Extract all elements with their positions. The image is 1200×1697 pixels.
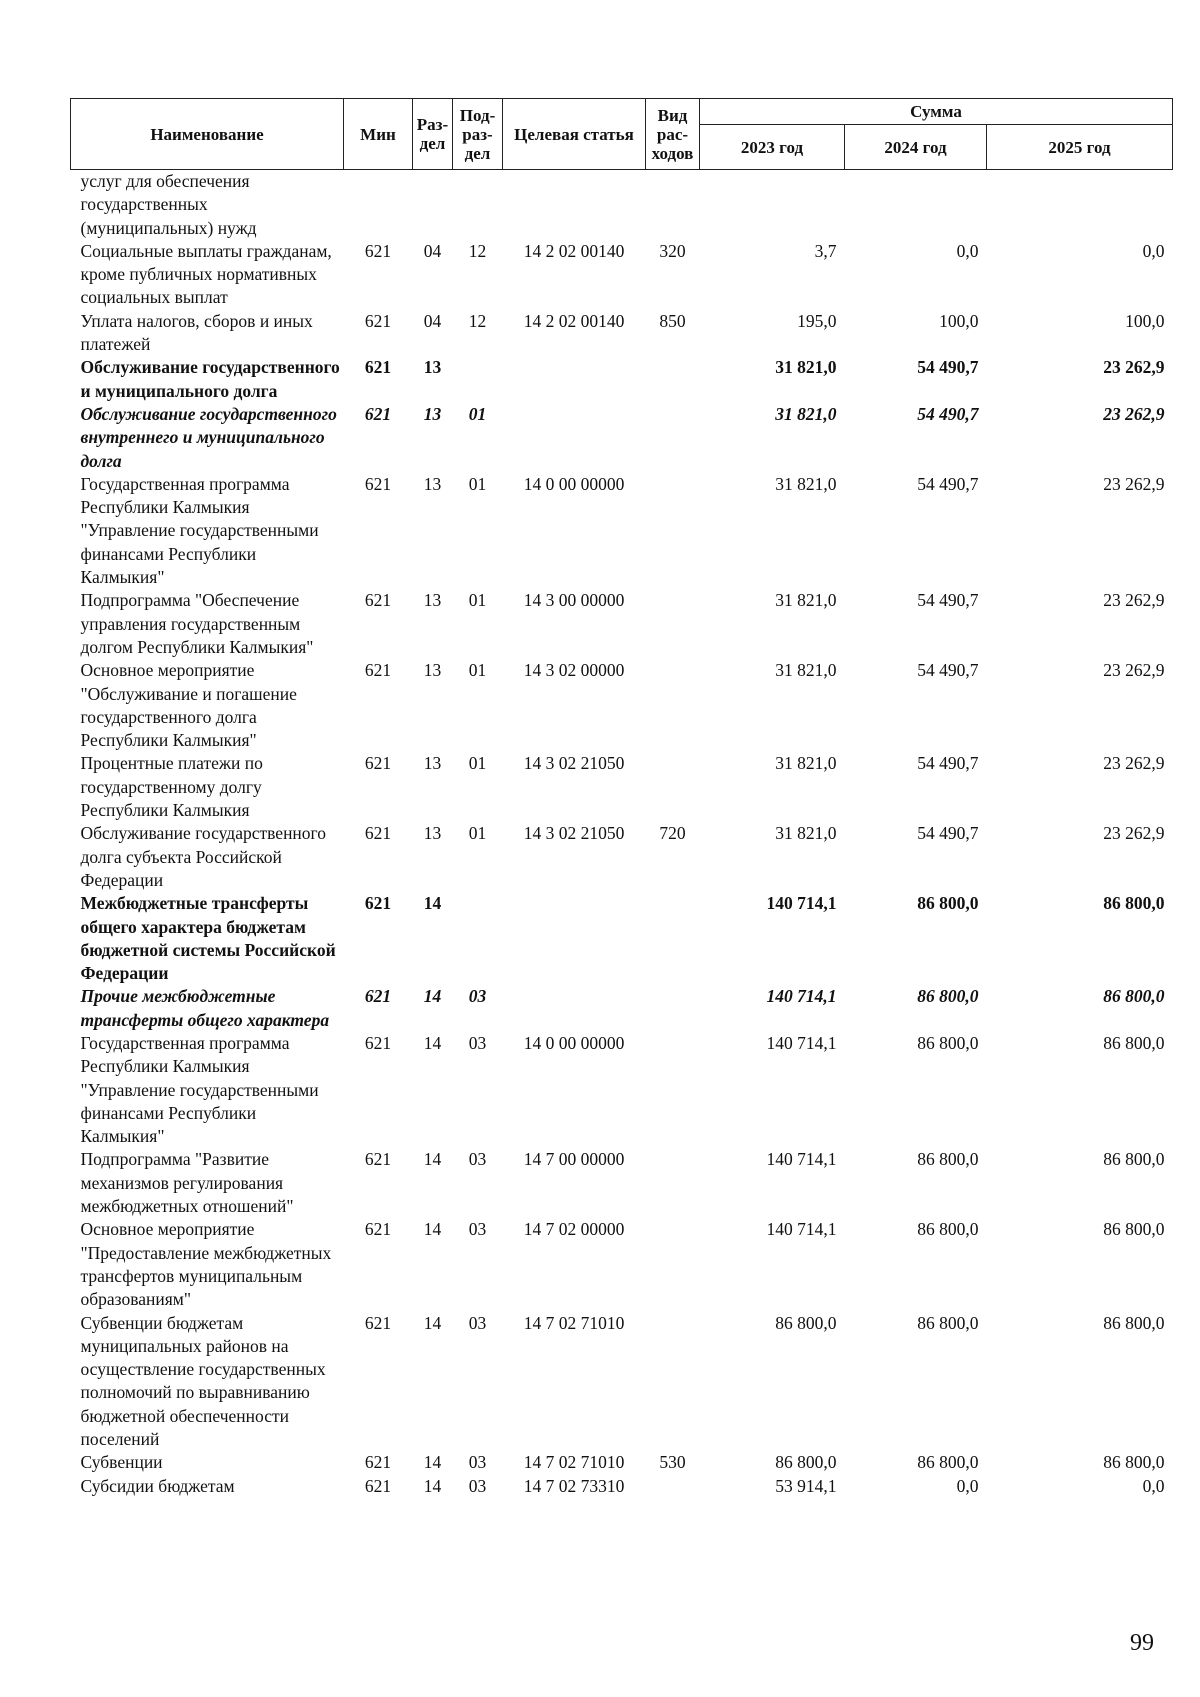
cell-podrazdel: 12: [468, 240, 487, 261]
cell-vid: [646, 589, 700, 659]
page-number: 99: [1130, 1630, 1154, 1656]
cell-sum-2025: 86 800,0: [1103, 1149, 1165, 1170]
cell-sum-2025: 86 800,0: [1103, 1452, 1165, 1473]
cell-sum-2023: 3,7: [814, 240, 837, 261]
cell-target: 14 7 02 71010: [523, 1452, 625, 1473]
cell-name: Межбюджетные трансферты общего характера бюджетам бюджетной системы Российской Федерации: [80, 893, 336, 984]
cell-sum-2024: 54 490,7: [917, 823, 979, 844]
cell-podrazdel: 01: [468, 473, 487, 494]
cell-target: 14 3 00 00000: [523, 590, 625, 611]
cell-sum-2024: 54 490,7: [917, 590, 979, 611]
cell-target: [503, 403, 646, 473]
table-row: [71, 822, 1173, 892]
cell-sum-2023: 31 821,0: [775, 823, 837, 844]
cell-razdel: 13: [423, 660, 442, 681]
header-name: Наименование: [71, 99, 344, 170]
cell-vid: 320: [659, 240, 686, 261]
cell-min: 621: [364, 1312, 392, 1333]
cell-vid: [646, 1312, 700, 1452]
cell-vid: [646, 403, 700, 473]
cell-podrazdel: 03: [468, 1149, 487, 1170]
cell-sum-2024: 86 800,0: [917, 1452, 979, 1473]
cell-razdel: 14: [423, 986, 442, 1007]
cell-sum-2025: 23 262,9: [1103, 823, 1165, 844]
cell-podrazdel: [453, 170, 503, 240]
cell-sum-2025: 23 262,9: [1103, 357, 1165, 378]
cell-min: 621: [364, 660, 392, 681]
cell-target: 14 7 02 71010: [523, 1312, 625, 1333]
header-min: Мин: [344, 99, 413, 170]
cell-sum-2024: 100,0: [939, 310, 979, 331]
cell-sum-2025: 86 800,0: [1103, 893, 1165, 914]
table-row: [71, 403, 1173, 473]
table-row: [71, 1148, 1173, 1218]
cell-name: Обслуживание государственного внутреннего и муниципального долга: [80, 403, 337, 471]
header-vid: Вид рас-ходов: [646, 99, 700, 170]
cell-name: Прочие межбюджетные трансферты общего характера: [80, 986, 330, 1030]
header-sum: Сумма: [700, 99, 1173, 125]
cell-vid: [646, 892, 700, 985]
cell-sum-2023: 31 821,0: [775, 403, 837, 424]
cell-razdel: 13: [423, 590, 442, 611]
cell-podrazdel: 03: [468, 1219, 487, 1240]
cell-vid: 850: [659, 310, 686, 331]
cell-min: 621: [364, 1475, 392, 1496]
cell-name: Процентные платежи по государственному долгу Республики Калмыкия: [80, 753, 263, 821]
cell-target: [503, 985, 646, 1032]
cell-sum-2024: 86 800,0: [917, 1219, 979, 1240]
cell-min: 621: [364, 1149, 392, 1170]
cell-razdel: 14: [423, 1149, 442, 1170]
budget-table: [70, 98, 1173, 1498]
cell-name: Социальные выплаты гражданам, кроме публичных нормативных социальных выплат: [80, 240, 332, 308]
cell-sum-2025: 23 262,9: [1103, 590, 1165, 611]
cell-min: 621: [364, 823, 392, 844]
cell-sum-2023: 195,0: [797, 310, 837, 331]
table-row: [71, 170, 1173, 240]
table-row: [71, 240, 1173, 310]
cell-razdel: 14: [423, 1032, 442, 1053]
cell-target: 14 3 02 21050: [523, 753, 625, 774]
cell-sum-2025: 23 262,9: [1103, 753, 1165, 774]
cell-sum-2023: 31 821,0: [775, 590, 837, 611]
cell-sum-2024: 54 490,7: [917, 403, 979, 424]
table-row: [71, 310, 1173, 357]
cell-podrazdel: 01: [468, 590, 487, 611]
cell-sum-2024: 54 490,7: [917, 753, 979, 774]
cell-sum-2025: 23 262,9: [1103, 660, 1165, 681]
cell-razdel: 14: [423, 1312, 442, 1333]
cell-target: [503, 356, 646, 403]
cell-sum-2023: 140 714,1: [766, 1219, 837, 1240]
cell-sum-2025: 23 262,9: [1103, 403, 1165, 424]
cell-vid: [646, 752, 700, 822]
cell-podrazdel: 03: [468, 986, 487, 1007]
header-podrazdel: Под-раз-дел: [453, 99, 503, 170]
cell-sum-2024: 0,0: [956, 240, 979, 261]
cell-sum-2024: 86 800,0: [917, 1032, 979, 1053]
cell-podrazdel: 12: [468, 310, 487, 331]
cell-vid: [646, 659, 700, 752]
cell-min: 621: [364, 1032, 392, 1053]
cell-vid: [646, 985, 700, 1032]
header-year-2024: 2024 год: [845, 125, 987, 170]
table-row: [71, 1475, 1173, 1498]
table-row: [71, 1032, 1173, 1148]
cell-sum-2024: 54 490,7: [917, 357, 979, 378]
cell-target: 14 3 02 00000: [523, 660, 625, 681]
header-target: Целевая статья: [503, 99, 646, 170]
cell-razdel: 13: [423, 823, 442, 844]
cell-sum-2024: 86 800,0: [917, 986, 979, 1007]
cell-podrazdel: 03: [468, 1032, 487, 1053]
cell-podrazdel: 01: [468, 403, 487, 424]
cell-vid: 530: [659, 1452, 686, 1473]
cell-target: 14 7 00 00000: [523, 1149, 625, 1170]
cell-podrazdel: 01: [468, 660, 487, 681]
cell-podrazdel: [453, 892, 503, 985]
cell-min: [344, 170, 413, 240]
cell-min: 621: [364, 590, 392, 611]
cell-min: 621: [364, 310, 392, 331]
table-row: [71, 1312, 1173, 1452]
cell-min: 621: [364, 403, 392, 424]
cell-sum-2023: 140 714,1: [766, 1032, 837, 1053]
cell-name: Основное мероприятие "Предоставление межбюджетных трансфертов муниципальным образованиям": [80, 1219, 332, 1310]
table-row: [71, 1451, 1173, 1474]
table-row: [71, 356, 1173, 403]
cell-sum-2024: 86 800,0: [917, 1312, 979, 1333]
cell-sum-2023: 31 821,0: [775, 660, 837, 681]
cell-sum-2023: 140 714,1: [766, 893, 837, 914]
cell-min: 621: [364, 986, 392, 1007]
cell-target: [503, 892, 646, 985]
cell-sum-2024: 54 490,7: [917, 473, 979, 494]
cell-name: Субвенции: [80, 1452, 163, 1473]
cell-sum-2024: 0,0: [956, 1475, 979, 1496]
cell-sum-2025: 0,0: [1142, 1475, 1165, 1496]
cell-vid: [646, 170, 700, 240]
cell-target: 14 2 02 00140: [523, 310, 625, 331]
cell-sum-2025: 86 800,0: [1103, 1312, 1165, 1333]
header-razdel: Раз-дел: [413, 99, 453, 170]
table-header: [71, 99, 1173, 170]
table-row: [71, 659, 1173, 752]
cell-name: Субсидии бюджетам: [80, 1475, 235, 1496]
header-year-2025: 2025 год: [987, 125, 1173, 170]
cell-sum-2024: [845, 170, 987, 240]
cell-name: Подпрограмма "Развитие механизмов регулирования межбюджетных отношений": [80, 1149, 294, 1217]
cell-vid: [646, 1475, 700, 1498]
table-row: [71, 892, 1173, 985]
cell-min: 621: [364, 893, 392, 914]
cell-sum-2024: 54 490,7: [917, 660, 979, 681]
cell-sum-2024: 86 800,0: [917, 1149, 979, 1170]
cell-target: 14 3 02 21050: [523, 823, 625, 844]
cell-vid: [646, 473, 700, 589]
cell-name: Подпрограмма "Обеспечение управления государственным долгом Республики Калмыкия": [80, 590, 314, 657]
cell-sum-2025: 86 800,0: [1103, 986, 1165, 1007]
cell-razdel: 14: [423, 1452, 442, 1473]
cell-vid: [646, 1218, 700, 1311]
cell-name: Государственная программа Республики Калмыкия "Управление государственными финансами Республики Калмыкия": [80, 473, 319, 588]
table-row: [71, 985, 1173, 1032]
cell-sum-2025: 23 262,9: [1103, 473, 1165, 494]
cell-podrazdel: 03: [468, 1452, 487, 1473]
cell-podrazdel: 01: [468, 753, 487, 774]
cell-name: Основное мероприятие "Обслуживание и погашение государственного долга Республики Калмыкия": [80, 660, 297, 751]
cell-target: 14 2 02 00140: [523, 240, 625, 261]
cell-name: Обслуживание государственного и муниципального долга: [80, 357, 340, 401]
cell-sum-2025: 86 800,0: [1103, 1219, 1165, 1240]
table-row: [71, 752, 1173, 822]
cell-sum-2023: [700, 170, 845, 240]
cell-vid: 720: [659, 823, 686, 844]
cell-razdel: 13: [423, 753, 442, 774]
cell-sum-2024: 86 800,0: [917, 893, 979, 914]
cell-min: 621: [364, 1219, 392, 1240]
cell-razdel: 13: [423, 403, 442, 424]
header-year-2023: 2023 год: [700, 125, 845, 170]
cell-sum-2023: 86 800,0: [775, 1312, 837, 1333]
cell-vid: [646, 356, 700, 403]
cell-razdel: 04: [423, 240, 442, 261]
cell-podrazdel: [453, 356, 503, 403]
cell-sum-2025: [987, 170, 1173, 240]
cell-min: 621: [364, 240, 392, 261]
cell-target: 14 7 02 73310: [523, 1475, 625, 1496]
cell-name: услуг для обеспечения государственных (муниципальных) нужд: [80, 171, 257, 238]
table-row: [71, 589, 1173, 659]
cell-razdel: 14: [423, 893, 442, 914]
cell-name: Субвенции бюджетам муниципальных районов на осуществление государственных полномочий по выравниванию бюджетной обеспеченности поселений: [80, 1312, 326, 1450]
table-body: [71, 170, 1173, 1498]
table-row: [71, 473, 1173, 589]
cell-razdel: 14: [423, 1475, 442, 1496]
cell-podrazdel: 01: [468, 823, 487, 844]
cell-sum-2023: 31 821,0: [775, 473, 837, 494]
cell-razdel: 13: [423, 473, 442, 494]
cell-sum-2025: 100,0: [1125, 310, 1165, 331]
cell-podrazdel: 03: [468, 1475, 487, 1496]
cell-min: 621: [364, 473, 392, 494]
cell-sum-2023: 31 821,0: [775, 753, 837, 774]
cell-min: 621: [364, 357, 392, 378]
cell-sum-2023: 140 714,1: [766, 1149, 837, 1170]
cell-razdel: [413, 170, 453, 240]
cell-name: Государственная программа Республики Калмыкия "Управление государственными финансами Республики Калмыкия": [80, 1032, 319, 1147]
table-row: [71, 1218, 1173, 1311]
cell-target: [503, 170, 646, 240]
cell-vid: [646, 1032, 700, 1148]
cell-sum-2023: 86 800,0: [775, 1452, 837, 1473]
cell-min: 621: [364, 753, 392, 774]
cell-target: 14 0 00 00000: [523, 473, 625, 494]
cell-sum-2025: 86 800,0: [1103, 1032, 1165, 1053]
cell-target: 14 7 02 00000: [523, 1219, 625, 1240]
cell-min: 621: [364, 1452, 392, 1473]
cell-target: 14 0 00 00000: [523, 1032, 625, 1053]
cell-name: Уплата налогов, сборов и иных платежей: [80, 310, 313, 355]
cell-sum-2023: 140 714,1: [766, 986, 837, 1007]
cell-razdel: 04: [423, 310, 442, 331]
cell-razdel: 14: [423, 1219, 442, 1240]
cell-podrazdel: 03: [468, 1312, 487, 1333]
cell-sum-2025: 0,0: [1142, 240, 1165, 261]
cell-name: Обслуживание государственного долга субъекта Российской Федерации: [80, 823, 327, 890]
cell-vid: [646, 1148, 700, 1218]
cell-sum-2023: 53 914,1: [775, 1475, 837, 1496]
cell-sum-2023: 31 821,0: [775, 357, 837, 378]
cell-razdel: 13: [423, 357, 442, 378]
